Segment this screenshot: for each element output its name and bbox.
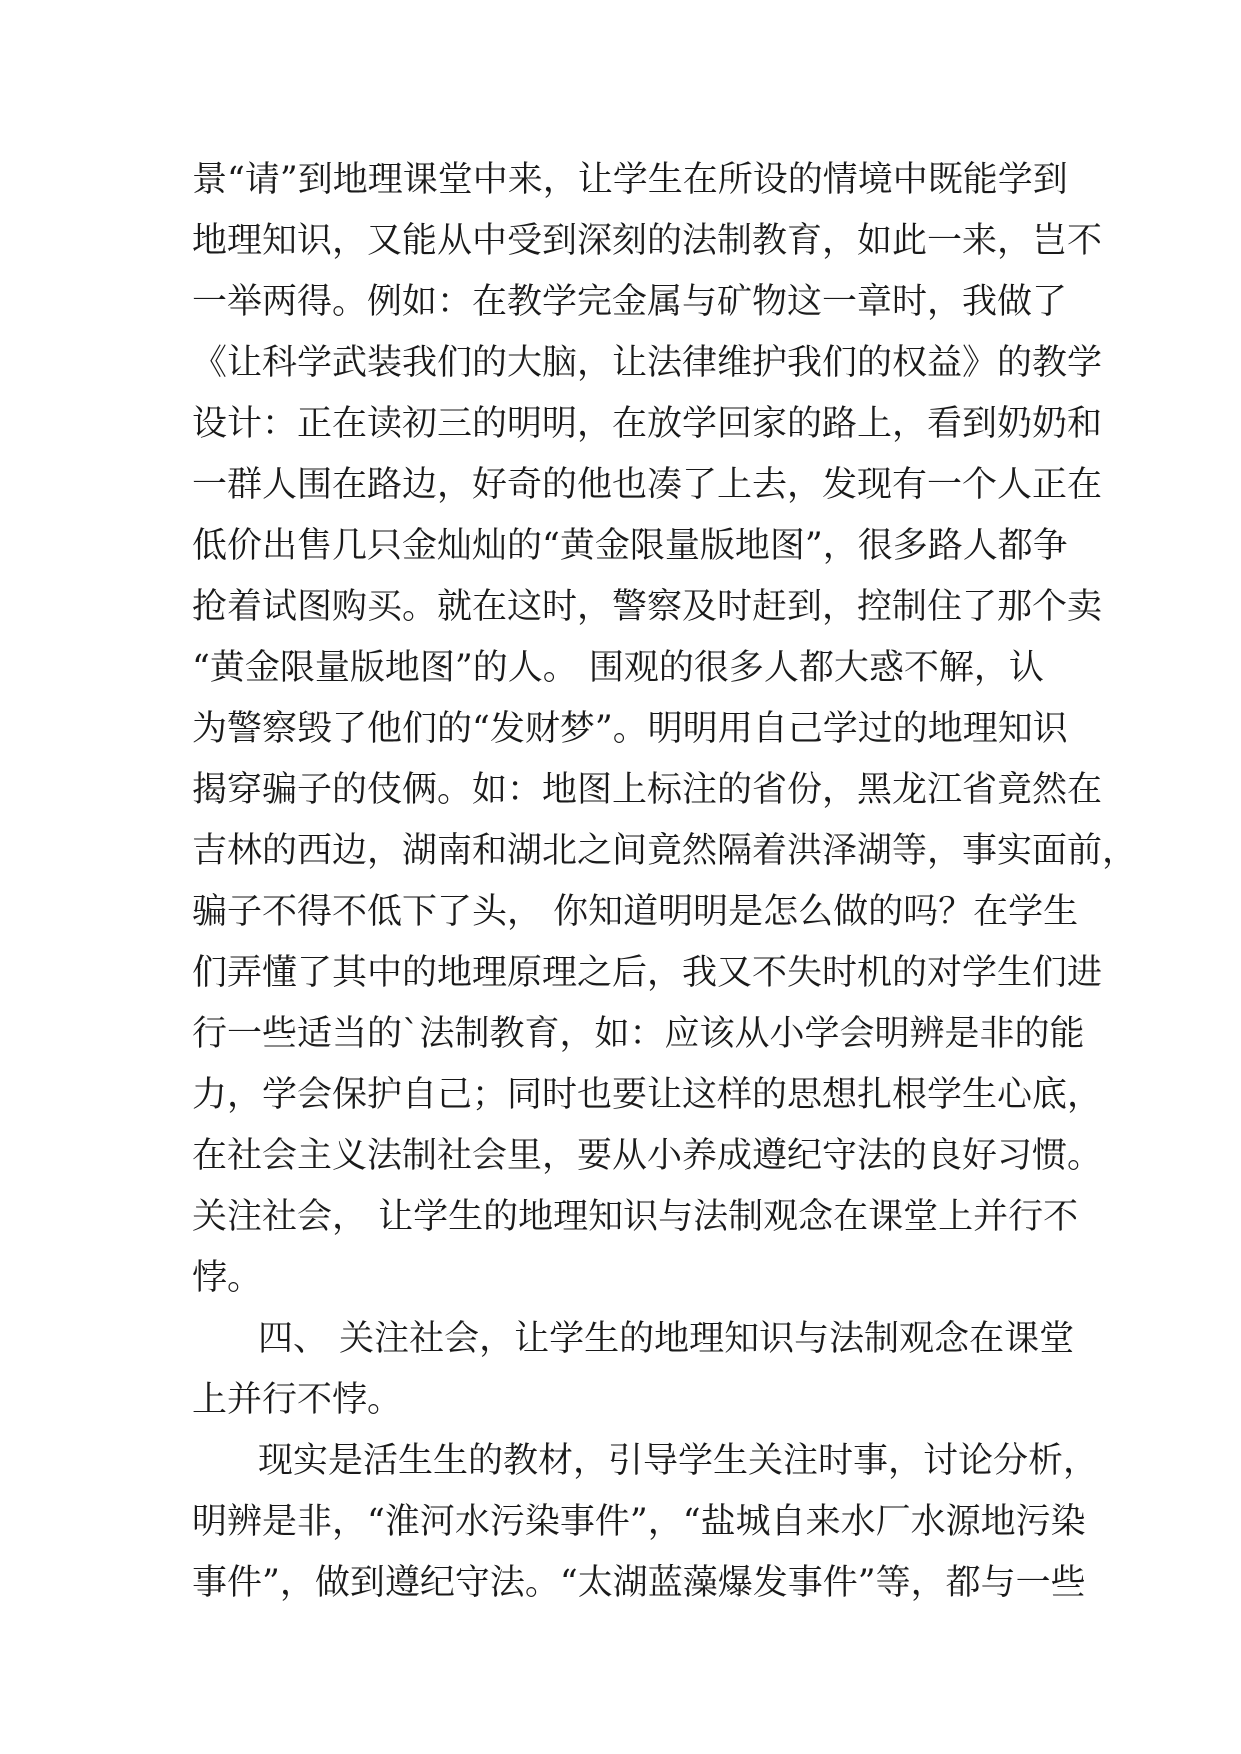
text-line: 上并行不悖。 bbox=[192, 1380, 403, 1420]
text-line: 《让科学武装我们的大脑，让法律维护我们的权益》的教学 bbox=[192, 343, 1103, 383]
text-line: 在社会主义法制社会里，要从小养成遵纪守法的良好习惯。 bbox=[192, 1136, 1103, 1176]
text-line: “黄金限量版地图”的人。 围观的很多人都大惑不解，认 bbox=[192, 648, 1044, 688]
text-line: 低价出售几只金灿灿的“黄金限量版地图”，很多路人都争 bbox=[192, 526, 1068, 566]
text-line: 揭穿骗子的伎俩。如：地图上标注的省份，黑龙江省竟然在 bbox=[192, 770, 1103, 810]
text-line: 明辨是非，“淮河水污染事件”，“盐城自来水厂水源地污染 bbox=[192, 1502, 1086, 1542]
text-line: 骗子不得不低下了头， 你知道明明是怎么做的吗？在学生 bbox=[192, 892, 1079, 932]
text-line: 关注社会， 让学生的地理知识与法制观念在课堂上并行不 bbox=[192, 1197, 1079, 1237]
text-line: 一群人围在路边，好奇的他也凑了上去，发现有一个人正在 bbox=[192, 465, 1103, 505]
text-line: 力，学会保护自己；同时也要让这样的思想扎根学生心底， bbox=[192, 1075, 1103, 1115]
text-line: 吉林的西边，湖南和湖北之间竟然隔着洪泽湖等，事实面前， bbox=[192, 831, 1138, 871]
text-line: 景“请”到地理课堂中来，让学生在所设的情境中既能学到 bbox=[192, 160, 1068, 200]
text-line: 们弄懂了其中的地理原理之后，我又不失时机的对学生们进 bbox=[192, 953, 1103, 993]
text-line: 悖。 bbox=[192, 1258, 263, 1298]
section-heading: 四、 关注社会，让学生的地理知识与法制观念在课堂 bbox=[258, 1319, 1075, 1359]
text-line: 一举两得。例如：在教学完金属与矿物这一章时，我做了 bbox=[192, 282, 1068, 322]
paragraph-start-line: 现实是活生生的教材，引导学生关注时事，讨论分析， bbox=[258, 1441, 1099, 1481]
text-line: 地理知识，又能从中受到深刻的法制教育，如此一来，岂不 bbox=[192, 221, 1103, 261]
text-line: 行一些适当的`法制教育，如：应该从小学会明辨是非的能 bbox=[192, 1014, 1085, 1054]
text-line: 为警察毁了他们的“发财梦”。明明用自己学过的地理知识 bbox=[192, 709, 1068, 749]
text-line: 抢着试图购买。就在这时，警察及时赶到，控制住了那个卖 bbox=[192, 587, 1103, 627]
text-line: 设计：正在读初三的明明，在放学回家的路上，看到奶奶和 bbox=[192, 404, 1103, 444]
text-line: 事件”，做到遵纪守法。“太湖蓝藻爆发事件”等，都与一些 bbox=[192, 1563, 1086, 1603]
